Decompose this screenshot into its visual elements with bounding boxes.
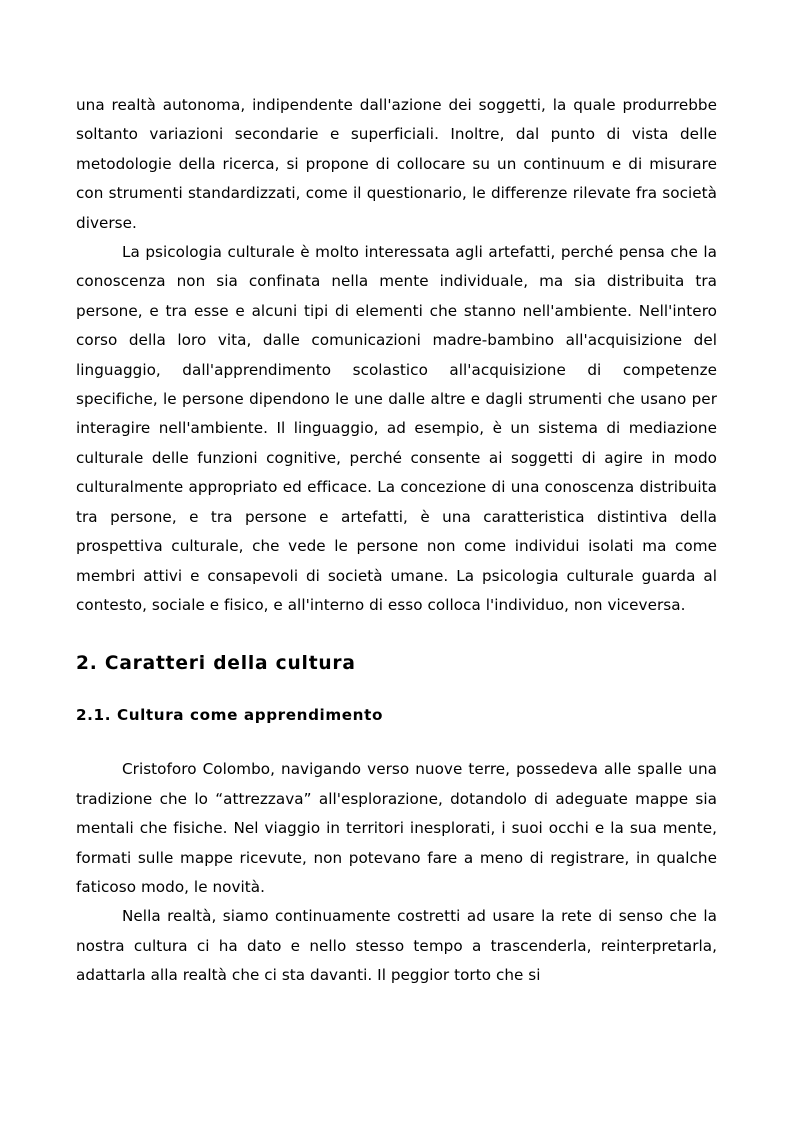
section-heading: 2. Caratteri della cultura bbox=[76, 653, 356, 675]
paragraph-reality: Nella realtà, siamo continuamente costretti ad usare la rete di senso che la nostra cultura ci ha dato e nello stesso tempo a trascenderla, reinterpretarla, adattarla alla realtà che ci sta davanti. Il peggior torto che si bbox=[76, 907, 717, 985]
paragraph-continuation: una realtà autonoma, indipendente dall'azione dei soggetti, la quale produrrebbe soltanto variazioni secondarie e superficiali. Inoltre, dal punto di vista delle metodologie della ricerca, si propone di collocare su un continuum e di misurare con strumenti standardizzati, come il questionario, le differenze rilevate fra società diverse. bbox=[76, 96, 717, 232]
paragraph-cultural-psychology: La psicologia culturale è molto interessata agli artefatti, perché pensa che la conoscenza non sia confinata nella mente individuale, ma sia distribuita tra persone, e tra esse e alcuni tipi di elementi che stanno nell'ambiente. Nell'intero corso della loro vita, dalle comunicazioni madre-bambino all'acquisizione del linguaggio, dall'apprendimento scolastico all'acquisizione di competenze specifiche, le persone dipendono le une dalle altre e dagli strumenti che usano per interagire nell'ambiente. Il linguaggio, ad esempio, è un sistema di mediazione culturale delle funzioni cognitive, perché consente ai soggetti di agire in modo culturalmente appropriato ed efficace. La concezione di una conoscenza distribuita tra persone, e tra persone e artefatti, è una caratteristica distintiva della prospettiva culturale, che vede le persone non come individui isolati ma come membri attivi e consapevoli di società umane. La psicologia culturale guarda al contesto, sociale e fisico, e all'interno di esso colloca l'individuo, non viceversa. bbox=[76, 243, 717, 614]
subsection-heading: 2.1. Cultura come apprendimento bbox=[76, 706, 383, 725]
paragraph-colombo: Cristoforo Colombo, navigando verso nuove terre, possedeva alle spalle una tradizione che lo “attrezzava” all'esplorazione, dotandolo di adeguate mappe sia mentali che fisiche. Nel viaggio in territori inesplorati, i suoi occhi e la sua mente, formati sulle mappe ricevute, non potevano fare a meno di registrare, in qualche faticoso modo, le novità. bbox=[76, 760, 717, 896]
document-page bbox=[76, 91, 717, 991]
